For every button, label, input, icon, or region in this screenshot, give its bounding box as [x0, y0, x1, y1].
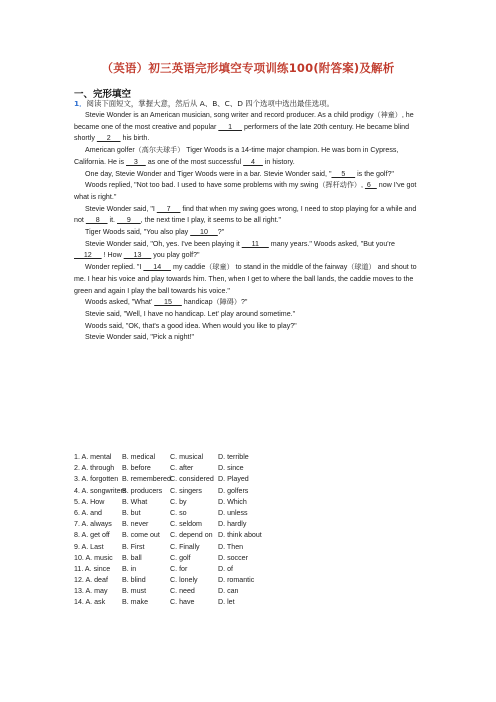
- option-d: D. can: [218, 587, 239, 596]
- passage-paragraph-13: Stevie Wonder said, "Pick a night!": [85, 333, 195, 342]
- option-a: 6. A. and: [74, 508, 103, 517]
- option-a: 13. A. may: [74, 587, 108, 596]
- passage-paragraph-7: [74, 239, 424, 251]
- option-row: [74, 519, 424, 530]
- option-row: [74, 586, 424, 597]
- option-c: C. by: [170, 497, 187, 506]
- option-b: B. producers: [122, 486, 163, 495]
- option-row: [74, 497, 424, 508]
- option-row: [74, 474, 424, 485]
- option-b: B. medical: [122, 453, 156, 461]
- option-row: [74, 508, 424, 519]
- blank-6: 6: [364, 181, 377, 190]
- text-run: Stevie Wonder is an American musician, song writer and record producer. As a child prodigy（神童）, he became one of the most creative and popular: [74, 111, 414, 131]
- question-instruction-line: [74, 98, 334, 109]
- text-run: Tiger Woods said, "You also play: [85, 228, 191, 237]
- option-b: B. make: [122, 598, 149, 607]
- option-c: C. seldom: [170, 520, 202, 529]
- text-run: ! How: [101, 251, 124, 260]
- option-b: B. ball: [122, 553, 142, 562]
- option-row: [74, 597, 424, 608]
- option-d: D. of: [218, 564, 233, 573]
- option-row: [74, 553, 424, 564]
- text-run: One day, Stevie Wonder and Tiger Woods were in a bar. Stevie Wonder said, ": [85, 169, 332, 178]
- option-d: D. think about: [218, 531, 262, 540]
- option-b: B. must: [122, 587, 147, 596]
- option-d: D. romantic: [218, 576, 255, 585]
- option-b: B. remembered: [122, 475, 171, 484]
- option-b: B. What: [122, 497, 148, 506]
- option-row: [74, 542, 424, 553]
- option-row: [74, 530, 424, 541]
- blank-13: 13: [123, 251, 152, 260]
- question-instruction: 阅读下面短文，掌握大意，然后从 A、B、C、D 四个选项中选出最佳选项。: [86, 99, 334, 108]
- text-run: ?": [217, 228, 225, 237]
- option-row: [74, 463, 424, 474]
- option-d: D. hardly: [218, 520, 247, 529]
- option-c: C. Finally: [170, 542, 200, 551]
- blank-3: 3: [126, 157, 146, 166]
- text-run: you play golf?": [151, 251, 200, 260]
- document-title: （英语）初三英语完形填空专项训练100(附答案)及解析: [101, 61, 395, 75]
- option-row: [74, 575, 424, 586]
- option-a: 11. A. since: [74, 564, 111, 573]
- option-c: C. so: [170, 508, 187, 517]
- option-c: C. after: [170, 464, 194, 473]
- option-c: C. considered: [170, 475, 214, 484]
- option-d: D. let: [218, 598, 235, 607]
- option-a: 5. A. How: [74, 497, 105, 506]
- passage-paragraph-8: [74, 250, 424, 262]
- blank-8: 8: [85, 216, 108, 225]
- option-c: C. have: [170, 598, 195, 607]
- option-d: D. Then: [218, 542, 244, 551]
- text-run: , the next time I play, it seems to be all right.": [140, 216, 282, 225]
- text-run: Woods replied, "Not too bad. I used to have some problems with my swing（挥杆动作）,: [85, 181, 365, 190]
- text-run: is the golf?": [355, 169, 394, 178]
- text-run: American golfer（高尔夫球手） Tiger Woods is a 14-time major champion. He was born in Cypress, California. He is: [74, 146, 399, 166]
- option-d: D. soccer: [218, 553, 248, 562]
- option-a: 10. A. music: [74, 553, 113, 562]
- option-b: B. but: [122, 508, 141, 517]
- option-row: [74, 452, 424, 463]
- text-run: his birth.: [120, 134, 150, 143]
- option-b: B. in: [122, 564, 137, 573]
- option-c: C. depend on: [170, 531, 213, 540]
- text-run: now I've got what is right.": [74, 181, 417, 201]
- option-c: C. musical: [170, 453, 204, 461]
- passage-paragraph-10: [74, 297, 424, 309]
- option-a: 14. A. ask: [74, 598, 106, 607]
- blank-9: 9: [117, 216, 141, 225]
- blank-11: 11: [241, 239, 269, 248]
- option-a: 7. A. always: [74, 520, 112, 529]
- passage-paragraph-9: [74, 262, 424, 297]
- option-c: C. golf: [170, 553, 191, 562]
- blank-5: 5: [331, 169, 356, 178]
- passage-paragraph-6: [74, 227, 424, 239]
- option-c: C. singers: [170, 486, 202, 495]
- text-run: many years." Woods asked, "But you're: [268, 239, 395, 248]
- text-run: Stevie Wonder said, "I: [85, 204, 157, 213]
- passage-paragraph-12: Woods said, "OK, that's a good idea. When would you like to play?": [85, 321, 297, 330]
- passage: [74, 110, 424, 344]
- passage-paragraph-2: [74, 145, 424, 168]
- blank-12: 12: [74, 251, 102, 260]
- text-run: it.: [107, 216, 117, 225]
- option-b: B. come out: [122, 531, 160, 540]
- options-list: [74, 452, 424, 609]
- option-a: 9. A. Last: [74, 542, 104, 551]
- option-row: [74, 486, 424, 497]
- text-run: as one of the most successful: [145, 157, 244, 166]
- option-a: 4. A. songwriters: [74, 486, 127, 495]
- blank-1: 1: [218, 122, 242, 131]
- option-d: D. Which: [218, 497, 247, 506]
- text-run: handicap（障碍）?": [181, 298, 248, 307]
- option-b: B. never: [122, 520, 149, 529]
- text-run: in history.: [262, 157, 295, 166]
- passage-paragraph-5: [74, 204, 424, 227]
- passage-paragraph-11: Stevie said, "Well, I have no handicap. Let' play around sometime.": [85, 309, 296, 318]
- option-row: [74, 564, 424, 575]
- text-run: find that when my swing goes wrong, I need to stop playing for a while and not: [74, 204, 417, 225]
- text-run: Wonder replied. "I: [85, 263, 144, 272]
- option-c: C. need: [170, 587, 195, 596]
- option-b: B. blind: [122, 576, 146, 585]
- passage-paragraph-3: [74, 169, 424, 181]
- option-c: C. for: [170, 564, 188, 573]
- blank-14: 14: [143, 263, 171, 272]
- option-a: 2. A. through: [74, 464, 115, 473]
- option-b: B. First: [122, 542, 145, 551]
- passage-paragraph-1: [74, 110, 424, 145]
- blank-4: 4: [243, 157, 263, 166]
- text-run: performers of the late 20th century. He became blind shortly: [74, 122, 410, 143]
- question-number: 1．: [74, 99, 87, 108]
- passage-paragraph-4: [74, 180, 424, 203]
- option-a: 1. A. mental: [74, 453, 112, 461]
- text-run: Woods asked, "What': [85, 298, 155, 307]
- option-b: B. before: [122, 464, 151, 473]
- option-d: D. terrible: [218, 453, 249, 461]
- text-run: Stevie Wonder said, "Oh, yes. I've been playing it: [85, 239, 242, 248]
- option-c: C. lonely: [170, 576, 198, 585]
- option-a: 3. A. forgotten: [74, 475, 119, 484]
- text-run: my caddie（球童） to stand in the middle of the fairway（球道） and shout to me. I hear his voice and play towards him. Then, when I get to where the ball lands, the caddie moves to the green and again I play the ball towards his voice.": [74, 263, 417, 295]
- option-d: D. golfers: [218, 486, 249, 495]
- blank-15: 15: [154, 298, 182, 307]
- option-d: D. unless: [218, 508, 248, 517]
- blank-2: 2: [96, 134, 121, 143]
- option-d: D. Played: [218, 475, 249, 484]
- blank-10: 10: [190, 228, 218, 237]
- blank-7: 7: [156, 204, 181, 213]
- option-d: D. since: [218, 464, 244, 473]
- option-a: 8. A. get off: [74, 531, 110, 540]
- option-a: 12. A. deaf: [74, 576, 108, 585]
- section-heading: 一、完形填空: [74, 89, 132, 100]
